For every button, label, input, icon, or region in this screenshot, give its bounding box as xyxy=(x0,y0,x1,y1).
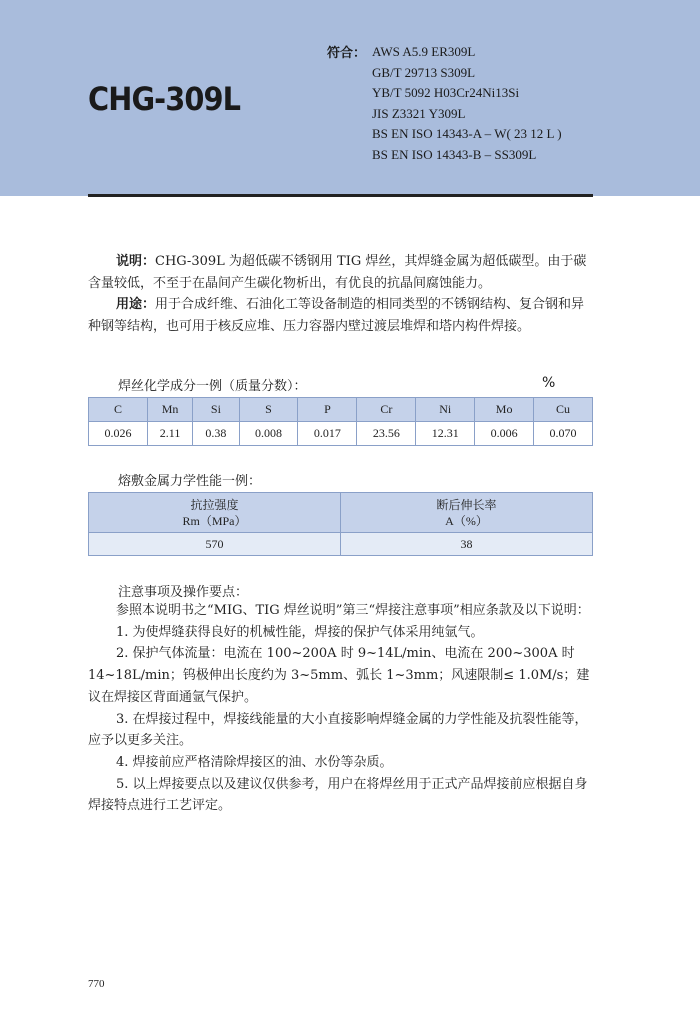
standard-item: JIS Z3321 Y309L xyxy=(372,105,466,121)
standards-list xyxy=(372,42,562,165)
header-divider xyxy=(88,194,593,197)
header-band xyxy=(0,0,700,196)
element-header-cell: Cr xyxy=(357,398,416,422)
table-row xyxy=(89,533,593,556)
notes-section xyxy=(88,600,593,817)
element-value-cell: 0.070 xyxy=(534,422,593,446)
standard-item: AWS A5.9 ER309L xyxy=(372,44,476,59)
chemical-unit: % xyxy=(542,375,556,391)
notes-section-title: 注意事项及操作要点： xyxy=(118,585,249,600)
standard-item: YB/T 5092 H03Cr24Ni13Si xyxy=(372,85,520,100)
note-item: 3. 在焊接过程中，焊接线能量的大小直接影响焊缝金属的力学性能及抗裂性能等，应予以更多关注。 xyxy=(88,711,588,749)
note-item: 2. 保护气体流量：电流在 100~200A 时 9~14L/min、电流在 200~300A 时 14~18L/min；钨极伸出长度约为 3~5mm、弧长 1~3mm；风速限制≤ 1.0M/s；建议在焊接区背面通氩气保护。 xyxy=(88,646,590,705)
standard-item: BS EN ISO 14343-A – W( 23 12 L ) xyxy=(372,126,562,141)
description-section xyxy=(88,251,593,338)
standard-item: GB/T 29713 S309L xyxy=(372,64,476,80)
chemical-section-title: 焊丝化学成分一例（质量分数）： xyxy=(118,379,307,394)
element-value-cell: 0.008 xyxy=(239,422,298,446)
standard-item: BS EN ISO 14343-B – SS309L xyxy=(372,146,537,162)
intro-paragraph xyxy=(88,251,593,294)
use-text: 用于合成纤维、石油化工等设备制造的相同类型的不锈钢结构、复合钢和异种钢等结构，也可用于核反应堆、压力容器内壁过渡层堆焊和塔内构件焊接。 xyxy=(88,297,585,335)
use-paragraph xyxy=(88,294,593,337)
product-model-title: CHG-309L xyxy=(88,80,241,118)
note-item: 1. 为使焊缝获得良好的机械性能，焊接的保护气体采用纯氩气。 xyxy=(116,624,484,640)
table-header-row xyxy=(89,493,593,533)
note-item: 5. 以上焊接要点以及建议仅供参考，用户在将焊丝用于正式产品焊接前应根据自身焊接特点进行工艺评定。 xyxy=(88,776,588,814)
table-header-row xyxy=(89,398,593,422)
intro-text: CHG-309L 为超低碳不锈钢用 TIG 焊丝，其焊缝金属为超低碳型。由于碳含量较低，不至于在晶间产生碳化物析出，有优良的抗晶间腐蚀能力。 xyxy=(88,254,587,291)
elongation-name: 断后伸长率 xyxy=(436,497,497,512)
chemical-composition-table xyxy=(88,397,593,446)
element-header-cell: Si xyxy=(193,398,239,422)
table-row xyxy=(89,422,593,446)
mechanical-properties-table xyxy=(88,492,593,556)
tensile-strength-unit: Rm（MPa） xyxy=(182,513,247,528)
element-header-cell: Ni xyxy=(416,398,475,422)
standards-label: 符合： xyxy=(327,46,367,61)
element-value-cell: 2.11 xyxy=(147,422,192,446)
element-header-cell: C xyxy=(89,398,148,422)
note-item: 4. 焊接前应严格清除焊接区的油、水份等杂质。 xyxy=(116,754,393,770)
element-value-cell: 0.017 xyxy=(298,422,357,446)
elongation-value: 38 xyxy=(341,533,593,556)
elongation-unit: A（%） xyxy=(445,513,488,528)
tensile-strength-value: 570 xyxy=(89,533,341,556)
use-label: 用途： xyxy=(116,297,156,313)
elongation-header xyxy=(341,493,593,533)
intro-label: 说明： xyxy=(116,254,156,269)
element-header-cell: P xyxy=(298,398,357,422)
element-header-cell: S xyxy=(239,398,298,422)
element-header-cell: Cu xyxy=(534,398,593,422)
element-value-cell: 12.31 xyxy=(416,422,475,446)
element-value-cell: 0.006 xyxy=(475,422,534,446)
notes-intro: 参照本说明书之“MIG、TIG 焊丝说明”第三“焊接注意事项”相应条款及以下说明： xyxy=(116,603,590,618)
mechanical-section-title: 熔敷金属力学性能一例： xyxy=(118,474,262,489)
element-header-cell: Mn xyxy=(147,398,192,422)
element-header-cell: Mo xyxy=(475,398,534,422)
page-number: 770 xyxy=(88,978,105,990)
element-value-cell: 0.38 xyxy=(193,422,239,446)
tensile-strength-name: 抗拉强度 xyxy=(190,497,239,512)
tensile-strength-header xyxy=(89,493,341,533)
element-value-cell: 23.56 xyxy=(357,422,416,446)
element-value-cell: 0.026 xyxy=(89,422,148,446)
